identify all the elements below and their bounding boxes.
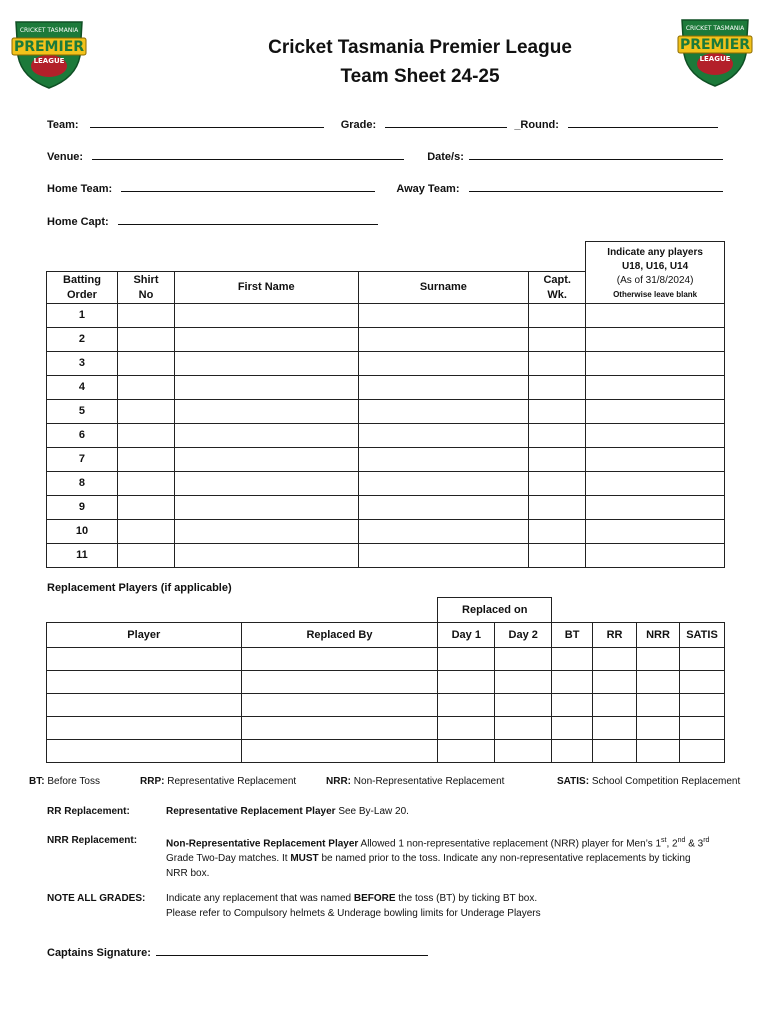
- nrr-must: MUST: [290, 853, 319, 865]
- rr-body: [166, 804, 746, 819]
- capt-wk-cell[interactable]: [529, 472, 586, 496]
- nrr-cell[interactable]: [637, 671, 680, 694]
- day2-cell[interactable]: [495, 740, 552, 763]
- title-line-2: Team Sheet 24-25: [340, 66, 500, 87]
- nrr-text-2: Grade Two-Day matches. It: [166, 853, 288, 865]
- rr-cell[interactable]: [593, 648, 637, 671]
- rr-bold: Representative Replacement Player: [166, 806, 336, 817]
- legend-bt-text: Before Toss: [47, 776, 100, 787]
- indicate-line-3: (As of 31/8/2024): [616, 274, 694, 286]
- day2-cell[interactable]: [495, 694, 552, 717]
- bt-cell[interactable]: [552, 740, 593, 763]
- surname-cell[interactable]: [358, 376, 529, 400]
- surname-cell[interactable]: [358, 328, 529, 352]
- replacement-section-title: Replacement Players (if applicable): [47, 582, 232, 594]
- indicate-line-2: U18, U16, U14: [622, 260, 689, 272]
- logo-top-text: CRICKET TASMANIA: [19, 27, 79, 34]
- home-team-input-line[interactable]: [121, 181, 375, 192]
- legend-nrr: [326, 776, 504, 787]
- batting-order-number: 5: [47, 400, 118, 424]
- batting-order-number: 11: [47, 544, 118, 568]
- table-row: [47, 328, 725, 352]
- nrr-text-1: Allowed 1 non-representative replacement (NRR) player for Men’s 1: [360, 838, 662, 850]
- underage-cell[interactable]: [586, 544, 725, 568]
- first-name-cell[interactable]: [174, 544, 358, 568]
- table-row: [47, 520, 725, 544]
- underage-cell[interactable]: [586, 472, 725, 496]
- underage-cell[interactable]: [586, 448, 725, 472]
- surname-cell[interactable]: [358, 304, 529, 328]
- player-header: Player: [47, 623, 242, 648]
- satis-header: SATIS: [679, 623, 724, 648]
- indicate-line-1: Indicate any players: [607, 246, 703, 258]
- away-team-label: Away Team:: [396, 183, 460, 195]
- rr-cell[interactable]: [593, 740, 637, 763]
- batting-order-number: 4: [47, 376, 118, 400]
- legend-bt: [29, 776, 100, 787]
- home-capt-input-line[interactable]: [118, 214, 378, 225]
- title-line-1: Cricket Tasmania Premier League: [268, 37, 572, 58]
- round-input-line[interactable]: [568, 117, 718, 128]
- day2-cell[interactable]: [495, 648, 552, 671]
- batting-order-header: Batting Order: [47, 272, 118, 304]
- shirt-no-cell[interactable]: [117, 328, 174, 352]
- logo-main-text: PREMIER: [679, 37, 751, 53]
- surname-cell[interactable]: [358, 448, 529, 472]
- legend-rrp-abbr: RRP:: [140, 776, 165, 787]
- day1-cell[interactable]: [438, 717, 495, 740]
- underage-cell[interactable]: [586, 400, 725, 424]
- bt-cell[interactable]: [552, 671, 593, 694]
- legend-rrp-text: Representative Replacement: [167, 776, 297, 787]
- nrr-label: NRR Replacement:: [47, 835, 138, 846]
- underage-indicator-header: [586, 242, 725, 304]
- rr-text: See By-Law 20.: [338, 806, 409, 817]
- venue-field-row: [47, 149, 723, 163]
- shirt-no-cell[interactable]: [117, 304, 174, 328]
- nrr-body: [166, 833, 746, 881]
- bt-header: BT: [552, 623, 593, 648]
- shirt-no-cell[interactable]: [117, 520, 174, 544]
- capt-wk-cell[interactable]: [529, 328, 586, 352]
- underage-cell[interactable]: [586, 496, 725, 520]
- all-grades-label: NOTE ALL GRADES:: [47, 893, 146, 904]
- replaced-by-cell[interactable]: [241, 740, 438, 763]
- bt-cell[interactable]: [552, 717, 593, 740]
- grades-text-3: Please refer to Compulsory helmets & Underage bowling limits for Underage Players: [166, 908, 541, 919]
- legend-rrp: [140, 776, 296, 787]
- first-name-cell[interactable]: [174, 328, 358, 352]
- table-row: [47, 304, 725, 328]
- shirt-no-header: Shirt No: [117, 272, 174, 304]
- venue-label: Venue:: [47, 151, 84, 163]
- capt-wk-cell[interactable]: [529, 496, 586, 520]
- first-name-cell[interactable]: [174, 352, 358, 376]
- satis-cell[interactable]: [679, 694, 724, 717]
- first-name-cell[interactable]: [174, 424, 358, 448]
- capt-wk-cell[interactable]: [529, 304, 586, 328]
- shirt-no-cell[interactable]: [117, 496, 174, 520]
- satis-cell[interactable]: [679, 648, 724, 671]
- satis-cell[interactable]: [679, 740, 724, 763]
- first-name-cell[interactable]: [174, 448, 358, 472]
- grades-before: BEFORE: [353, 893, 396, 904]
- team-table: [46, 241, 725, 568]
- replaced-by-cell[interactable]: [241, 648, 438, 671]
- day2-cell[interactable]: [495, 671, 552, 694]
- logo-sub-text: LEAGUE: [699, 55, 731, 63]
- batting-order-number: 2: [47, 328, 118, 352]
- replaced-on-header: Replaced on: [438, 598, 552, 623]
- nrr-sup-1: st: [661, 837, 667, 844]
- first-name-cell[interactable]: [174, 304, 358, 328]
- home-team-label: Home Team:: [47, 183, 113, 195]
- nrr-sup-3: rd: [703, 837, 710, 844]
- grade-input-line[interactable]: [385, 117, 507, 128]
- dates-input-line[interactable]: [469, 149, 723, 160]
- nrr-bold: Non-Representative Replacement Player: [166, 838, 359, 850]
- rr-cell[interactable]: [593, 694, 637, 717]
- team-label: Team:: [47, 119, 79, 131]
- rr-cell[interactable]: [593, 717, 637, 740]
- surname-cell[interactable]: [358, 352, 529, 376]
- venue-input-line[interactable]: [92, 149, 404, 160]
- replaced-by-cell[interactable]: [241, 671, 438, 694]
- batting-order-number: 6: [47, 424, 118, 448]
- bt-cell[interactable]: [552, 694, 593, 717]
- nrr-cell[interactable]: [637, 717, 680, 740]
- surname-header: Surname: [358, 272, 529, 304]
- nrr-cell[interactable]: [637, 694, 680, 717]
- nrr-cell[interactable]: [637, 648, 680, 671]
- table-row: [47, 648, 725, 671]
- underage-cell[interactable]: [586, 352, 725, 376]
- rr-cell[interactable]: [593, 671, 637, 694]
- rr-header: RR: [593, 623, 637, 648]
- table-row: [47, 352, 725, 376]
- logo-sub-text: LEAGUE: [33, 57, 65, 65]
- page-title: [0, 33, 770, 91]
- legend-nrr-text: Non-Representative Replacement: [353, 776, 505, 787]
- underage-cell[interactable]: [586, 520, 725, 544]
- legend-satis-text: School Competition Replacement: [591, 776, 741, 787]
- day1-cell[interactable]: [438, 740, 495, 763]
- signature-label: Captains Signature:: [47, 947, 151, 959]
- surname-cell[interactable]: [358, 520, 529, 544]
- first-name-cell[interactable]: [174, 520, 358, 544]
- nrr-sup-2: nd: [677, 837, 686, 844]
- logo-main-text: PREMIER: [13, 39, 85, 55]
- table-row: [47, 472, 725, 496]
- day2-cell[interactable]: [495, 717, 552, 740]
- player-cell[interactable]: [47, 694, 242, 717]
- table-row: [47, 400, 725, 424]
- table-row: [47, 740, 725, 763]
- table-row: [47, 694, 725, 717]
- table-row: [47, 448, 725, 472]
- first-name-cell[interactable]: [174, 400, 358, 424]
- shirt-no-cell[interactable]: [117, 448, 174, 472]
- satis-cell[interactable]: [679, 671, 724, 694]
- shirt-no-cell[interactable]: [117, 352, 174, 376]
- legend-satis: [557, 776, 740, 787]
- team-field-row: [47, 117, 718, 131]
- first-name-cell[interactable]: [174, 472, 358, 496]
- day1-cell[interactable]: [438, 694, 495, 717]
- round-label: _Round:: [514, 119, 559, 131]
- player-cell[interactable]: [47, 671, 242, 694]
- table-row: [47, 376, 725, 400]
- all-grades-body: [166, 891, 746, 921]
- table-row: [47, 424, 725, 448]
- legend-bt-abbr: BT:: [29, 776, 45, 787]
- signature-row: [47, 945, 428, 959]
- surname-cell[interactable]: [358, 544, 529, 568]
- indicate-line-4: Otherwise leave blank: [613, 289, 698, 299]
- capt-wk-cell[interactable]: [529, 400, 586, 424]
- capt-wk-cell[interactable]: [529, 448, 586, 472]
- player-cell[interactable]: [47, 740, 242, 763]
- underage-cell[interactable]: [586, 424, 725, 448]
- day1-header: Day 1: [438, 623, 495, 648]
- nrr-comma: , 2: [666, 838, 678, 850]
- team-input-line[interactable]: [90, 117, 324, 128]
- batting-order-number: 9: [47, 496, 118, 520]
- shirt-no-cell[interactable]: [117, 400, 174, 424]
- shirt-no-cell[interactable]: [117, 424, 174, 448]
- first-name-cell[interactable]: [174, 496, 358, 520]
- surname-cell[interactable]: [358, 472, 529, 496]
- nrr-cell[interactable]: [637, 740, 680, 763]
- underage-cell[interactable]: [586, 376, 725, 400]
- capt-wk-cell[interactable]: [529, 544, 586, 568]
- table-row: [47, 717, 725, 740]
- day1-cell[interactable]: [438, 648, 495, 671]
- bt-cell[interactable]: [552, 648, 593, 671]
- surname-cell[interactable]: [358, 496, 529, 520]
- signature-input-line[interactable]: [156, 945, 428, 956]
- capt-wk-cell[interactable]: [529, 520, 586, 544]
- satis-cell[interactable]: [679, 717, 724, 740]
- capt-wk-header: Capt. Wk.: [529, 272, 586, 304]
- capt-wk-cell[interactable]: [529, 352, 586, 376]
- grades-text-2: the toss (BT) by ticking BT box.: [398, 893, 538, 904]
- replaced-by-cell[interactable]: [241, 694, 438, 717]
- capt-wk-cell[interactable]: [529, 424, 586, 448]
- surname-cell[interactable]: [358, 400, 529, 424]
- replacement-table: [46, 597, 725, 763]
- teams-field-row: [47, 181, 723, 195]
- grades-text-1: Indicate any replacement that was named: [166, 893, 352, 904]
- away-team-input-line[interactable]: [469, 181, 723, 192]
- capt-wk-cell[interactable]: [529, 376, 586, 400]
- nrr-text-3: be named prior to the toss. Indicate any non-representative replacements by ticking: [321, 853, 691, 865]
- batting-order-number: 3: [47, 352, 118, 376]
- rr-label: RR Replacement:: [47, 806, 130, 817]
- nrr-text-4: NRR box.: [166, 868, 210, 880]
- day1-cell[interactable]: [438, 671, 495, 694]
- table-row: [47, 544, 725, 568]
- home-capt-label: Home Capt:: [47, 216, 109, 228]
- dates-label: Date/s:: [427, 151, 464, 163]
- shirt-no-cell[interactable]: [117, 376, 174, 400]
- legend-nrr-abbr: NRR:: [326, 776, 351, 787]
- first-name-cell[interactable]: [174, 376, 358, 400]
- nrr-amp: & 3: [685, 838, 704, 850]
- home-capt-field-row: [47, 214, 378, 228]
- underage-cell[interactable]: [586, 304, 725, 328]
- replaced-by-cell[interactable]: [241, 717, 438, 740]
- shirt-no-cell[interactable]: [117, 544, 174, 568]
- legend-satis-abbr: SATIS:: [557, 776, 590, 787]
- surname-cell[interactable]: [358, 424, 529, 448]
- table-row: [47, 496, 725, 520]
- batting-order-number: 10: [47, 520, 118, 544]
- underage-cell[interactable]: [586, 328, 725, 352]
- batting-order-number: 8: [47, 472, 118, 496]
- first-name-header: First Name: [174, 272, 358, 304]
- nrr-header: NRR: [637, 623, 680, 648]
- day2-header: Day 2: [495, 623, 552, 648]
- batting-order-number: 1: [47, 304, 118, 328]
- shirt-no-cell[interactable]: [117, 472, 174, 496]
- logo-top-text: CRICKET TASMANIA: [685, 25, 745, 32]
- player-cell[interactable]: [47, 648, 242, 671]
- player-cell[interactable]: [47, 717, 242, 740]
- grade-label: Grade:: [340, 119, 377, 131]
- batting-order-number: 7: [47, 448, 118, 472]
- replaced-by-header: Replaced By: [241, 623, 438, 648]
- table-row: [47, 671, 725, 694]
